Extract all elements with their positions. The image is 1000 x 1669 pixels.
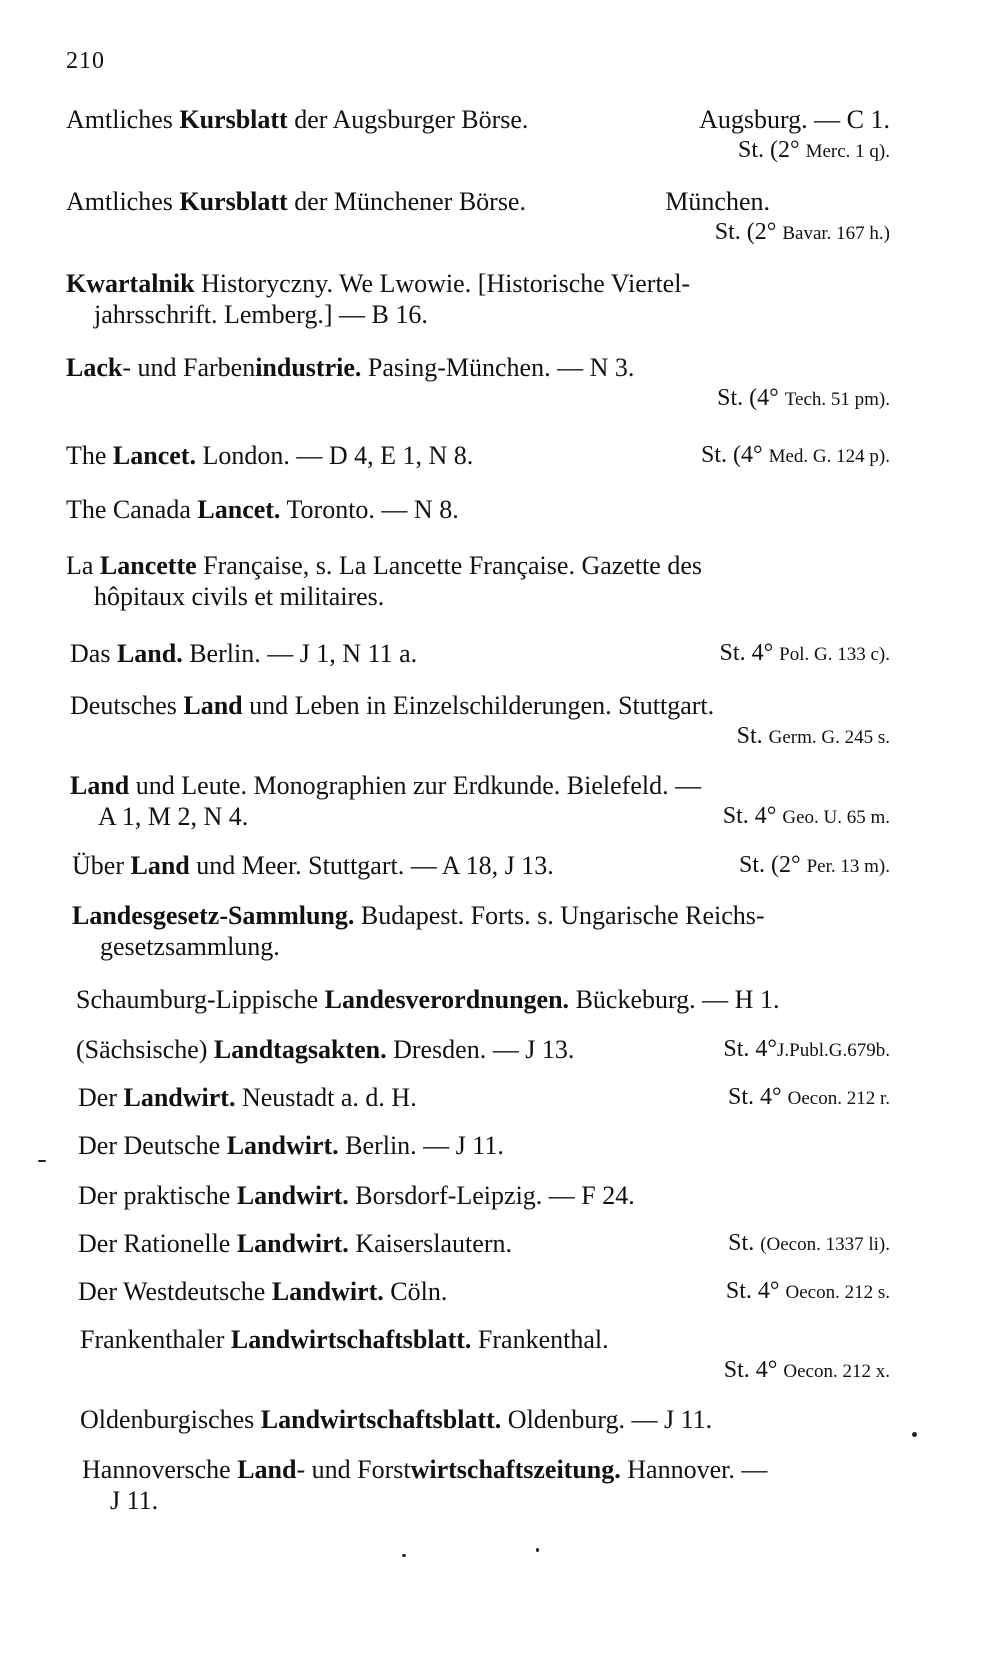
index-entry: Der Landwirt. Neustadt a. d. H. St. 4° Oecon. 212 r. [78, 1083, 890, 1112]
index-entry: Landesgesetz-Sammlung. Budapest. Forts. s. Ungarische Reichs- gesetzsammlung. [72, 901, 765, 961]
index-entry: Der Westdeutsche Landwirt. Cöln. St. 4° Oecon. 212 s. [78, 1277, 890, 1306]
scan-speck [536, 1548, 539, 1552]
index-entry: Amtliches Kursblatt der Augsburger Börse. Augsburg. — C 1. St. (2° Merc. 1 q). [66, 104, 890, 167]
shelfmark: St. Germ. G. 245 s. [736, 723, 890, 749]
page-number: 210 [66, 48, 105, 74]
entry-place: München. [665, 187, 770, 216]
index-entry: Lack- und Farbenindustrie. Pasing-München. — N 3. St. (4° Tech. 51 pm). [66, 352, 890, 415]
scan-speck [402, 1554, 406, 1557]
shelfmark: St. (2° Bavar. 167 h.) [714, 219, 890, 245]
index-entry: The Lancet. London. — D 4, E 1, N 8. St. (4° Med. G. 124 p). [66, 441, 890, 470]
index-entry: Schaumburg-Lippische Landesverordnungen. Bückeburg. — H 1. [76, 985, 780, 1014]
index-entry: Frankenthaler Landwirtschaftsblatt. Frankenthal. St. 4° Oecon. 212 x. [80, 1324, 890, 1387]
index-entry: Der Rationelle Landwirt. Kaiserslautern. St. (Oecon. 1337 li). [78, 1229, 890, 1258]
index-entry: The Canada Lancet. Toronto. — N 8. [66, 495, 459, 524]
entry-place: Augsburg. — C 1. [699, 105, 890, 134]
index-entry: Amtliches Kursblatt der Münchener Börse. München. St. (2° Bavar. 167 h.) [66, 186, 890, 249]
shelfmark: St. 4° Oecon. 212 x. [723, 1357, 890, 1383]
shelfmark: St. (2° Merc. 1 q). [737, 137, 890, 163]
index-entry: Der praktische Landwirt. Borsdorf-Leipzig. — F 24. [78, 1181, 635, 1210]
index-entry: Über Land und Meer. Stuttgart. — A 18, J 13. St. (2° Per. 13 m). [72, 851, 890, 880]
shelfmark: St. (4° Tech. 51 pm). [717, 385, 890, 411]
index-entry: La Lancette Française, s. La Lancette Française. Gazette des hôpitaux civils et militaires. [66, 551, 702, 611]
index-entry: Hannoversche Land- und Forstwirtschaftszeitung. Hannover. — J 11. [82, 1455, 768, 1515]
index-entry: Kwartalnik Historyczny. We Lwowie. [Historische Viertel- jahrsschrift. Lemberg.] — B 16. [66, 269, 691, 329]
index-entry: Oldenburgisches Landwirtschaftsblatt. Oldenburg. — J 11. [80, 1405, 713, 1434]
index-entry: (Sächsische) Landtagsakten. Dresden. — J 13. St. 4°J.Publ.G.679b. [76, 1035, 890, 1064]
index-entry: Deutsches Land und Leben in Einzelschilderungen. Stuttgart. St. Germ. G. 245 s. [70, 690, 890, 753]
scan-speck [38, 1160, 46, 1162]
scan-speck [912, 1432, 917, 1437]
index-entry: Der Deutsche Landwirt. Berlin. — J 11. [78, 1131, 504, 1160]
index-entry: Land und Leute. Monographien zur Erdkunde. Bielefeld. — A 1, M 2, N 4. St. 4° Geo. U. 65 m. [70, 771, 890, 831]
index-entry: Das Land. Berlin. — J 1, N 11 a. St. 4° Pol. G. 133 c). [70, 639, 890, 668]
